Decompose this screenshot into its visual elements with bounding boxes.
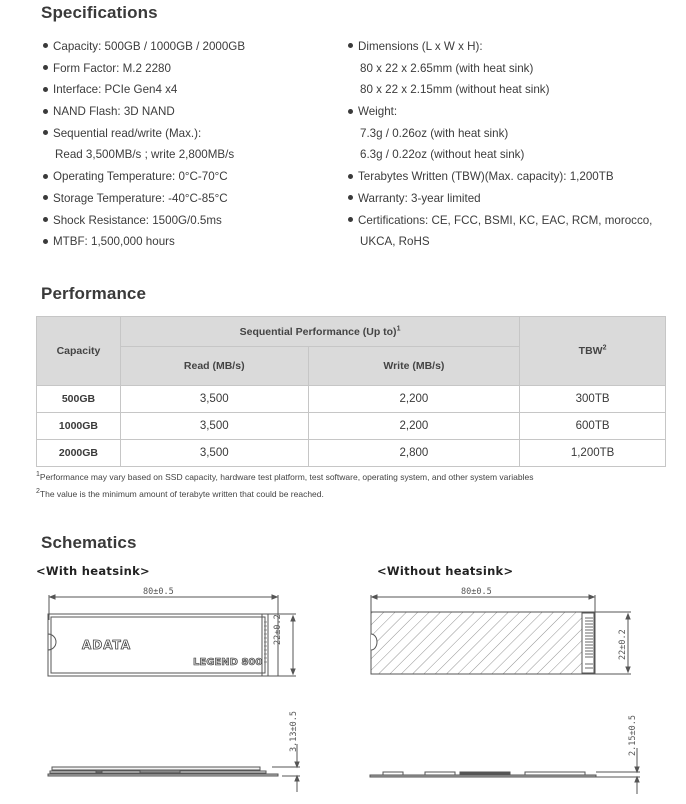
cell-capacity: 1000GB: [37, 413, 121, 440]
spec-item-text: Sequential read/write (Max.):: [53, 126, 202, 140]
cell-read: 3,500: [120, 386, 308, 413]
header-write: Write (MB/s): [308, 347, 520, 386]
spec-item-text: 7.3g / 0.26oz (with heat sink): [360, 126, 509, 140]
with-heatsink-width-dimension: 22±0.2: [273, 614, 283, 645]
spec-item-text: Warranty: 3-year limited: [358, 191, 481, 205]
without-heatsink-height-dimension: 2.15±0.5: [628, 715, 638, 756]
spec-item-text: Weight:: [358, 105, 398, 119]
spec-item-text: 6.3g / 0.22oz (without heat sink): [360, 148, 525, 162]
footnote-2-mark: 2: [36, 488, 40, 496]
adata-logo: ADATA: [82, 638, 132, 652]
cell-tbw: 1,200TB: [520, 440, 666, 467]
footnote-1-mark: 1: [36, 471, 40, 479]
footnote-mark-1: 1: [396, 325, 401, 332]
spec-item-text: Form Factor: M.2 2280: [53, 61, 171, 75]
spec-item-text: NAND Flash: 3D NAND: [53, 105, 175, 119]
spec-item-text: Interface: PCIe Gen4 x4: [53, 83, 178, 97]
spec-item-text: Read 3,500MB/s ; write 2,800MB/s: [55, 148, 235, 162]
cell-write: 2,800: [308, 440, 520, 467]
cell-capacity: 500GB: [37, 386, 121, 413]
cell-write: 2,200: [308, 386, 520, 413]
spec-item-text: 80 x 22 x 2.65mm (with heat sink): [360, 61, 534, 75]
with-heatsink-length-dimension: 80±0.5: [143, 587, 174, 597]
without-heatsink-width-dimension: 22±0.2: [618, 629, 628, 660]
schematics-heading: Schematics: [41, 533, 137, 552]
header-capacity: Capacity: [37, 317, 121, 386]
with-heatsink-height-dimension: 3.13±0.5: [289, 711, 299, 752]
with-heatsink-label: <With heatsink>: [36, 564, 150, 578]
cell-tbw: 600TB: [520, 413, 666, 440]
footnote-1-text: Performance may vary based on SSD capacity, hardware test platform, test software, operating system, and other system variables: [39, 472, 534, 482]
header-tbw-label: TBW: [578, 345, 603, 357]
spec-item-text: Terabytes Written (TBW)(Max. capacity): 1,200TB: [358, 170, 614, 184]
header-sequential-label: Sequential Performance (Up to): [239, 325, 397, 338]
cell-read: 3,500: [120, 413, 308, 440]
cell-tbw: 300TB: [520, 386, 666, 413]
footnote-2-text: The value is the minimum amount of terabyte written that could be reached.: [39, 489, 324, 499]
cell-read: 3,500: [120, 440, 308, 467]
specifications-heading: Specifications: [41, 3, 158, 22]
spec-item-text: Dimensions (L x W x H):: [358, 40, 483, 53]
spec-item-text: Storage Temperature: -40°C-85°C: [53, 191, 228, 205]
cell-write: 2,200: [308, 413, 520, 440]
spec-item-text: UKCA, RoHS: [360, 235, 430, 249]
spec-item-text: Certifications: CE, FCC, BSMI, KC, EAC, RCM, morocco,: [358, 213, 653, 227]
without-heatsink-label: <Without heatsink>: [377, 564, 514, 578]
spec-item-text: MTBF: 1,500,000 hours: [53, 235, 175, 249]
header-read: Read (MB/s): [120, 347, 308, 386]
spec-item-text: 80 x 22 x 2.15mm (without heat sink): [360, 83, 550, 97]
legend-800-logo: LEGEND 800: [193, 657, 263, 668]
cell-capacity: 2000GB: [37, 440, 121, 467]
without-heatsink-length-dimension: 80±0.5: [461, 587, 492, 597]
spec-item-text: Shock Resistance: 1500G/0.5ms: [53, 213, 222, 227]
spec-item-text: Capacity: 500GB / 1000GB / 2000GB: [53, 40, 246, 53]
performance-heading: Performance: [41, 284, 147, 303]
footnote-mark-2: 2: [602, 344, 607, 352]
spec-item-text: Operating Temperature: 0°C-70°C: [53, 170, 228, 184]
